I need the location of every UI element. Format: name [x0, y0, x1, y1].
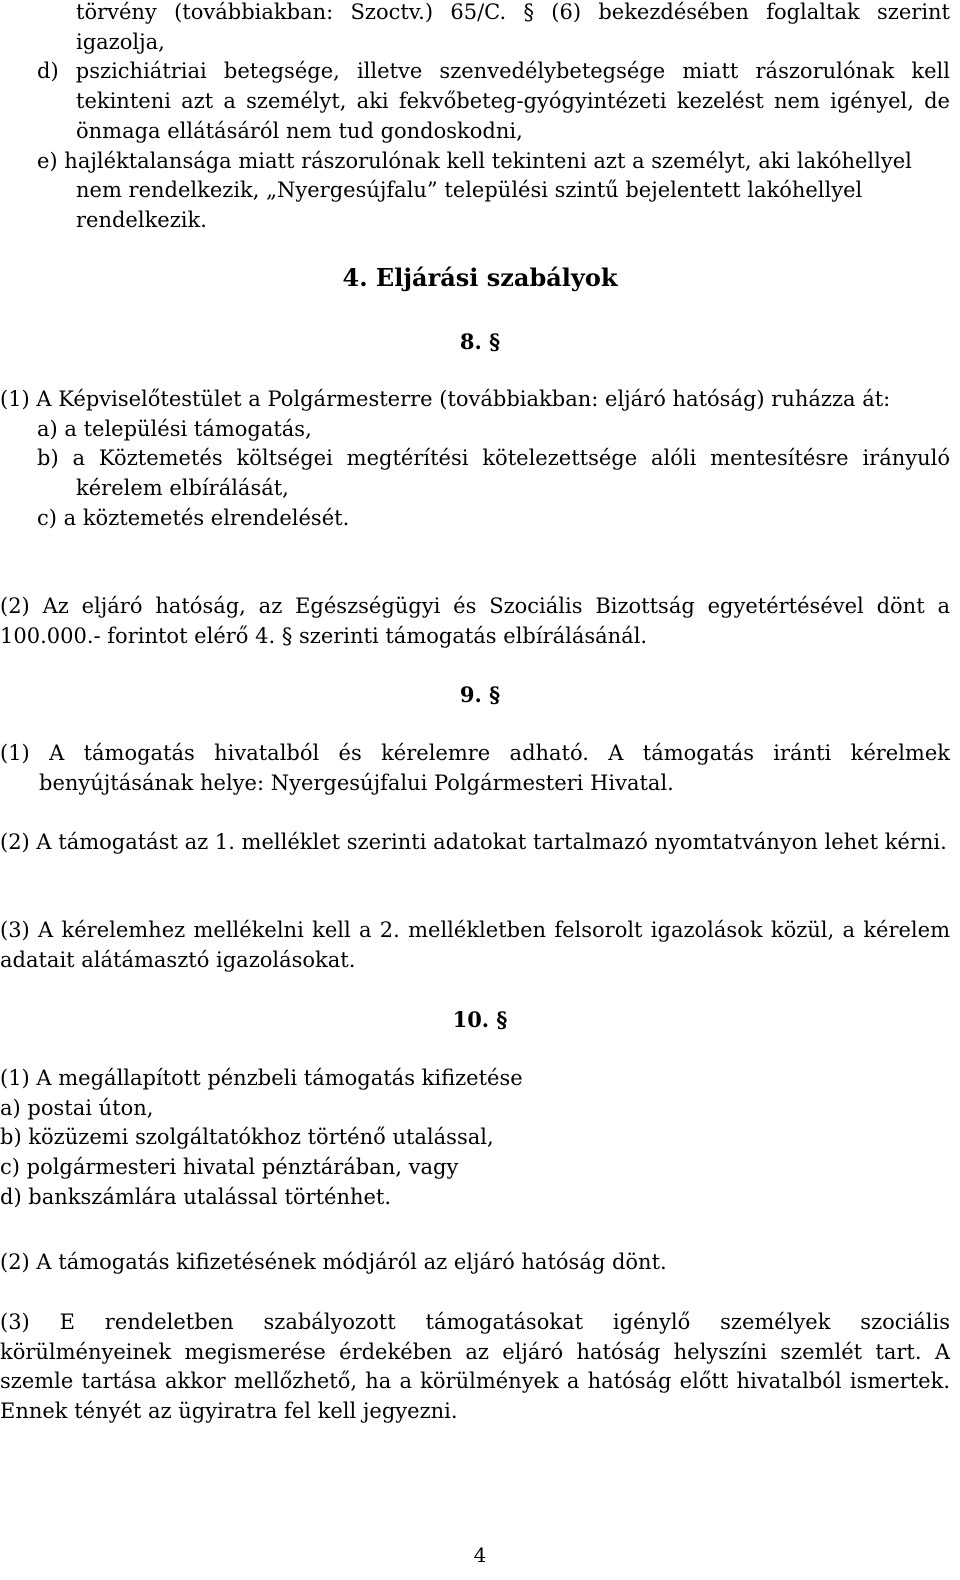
section-9-title: 9. §: [459, 682, 501, 707]
section-10-para-3-block: [0, 1308, 950, 1427]
section-10-item-b: b) közüzemi szolgáltatókhoz történő utalással,: [0, 1125, 494, 1150]
section-9-para-2-block: [0, 828, 950, 858]
section-10-item-a: a) postai úton,: [0, 1095, 154, 1120]
intro-continuation: törvény (továbbiakban: Szoctv.) 65/C. § (6) bekezdésében foglaltak szerint igazolja,: [76, 0, 950, 54]
section-9-para-3-block: [0, 916, 950, 975]
section-10-para-1: (1) A megállapított pénzbeli támogatás kifizetése: [0, 1066, 523, 1090]
section-9-para-1: (1) A támogatás hivatalból és kérelemre adható. A támogatás iránti kérelmek benyújtásának helye: Nyergesújfalui Polgármesteri Hivatal.: [0, 741, 950, 795]
section-9-para-2: (2) A támogatást az 1. melléklet szerinti adatokat tartalmazó nyomtatványon lehet kérni.: [0, 830, 947, 854]
section-10-para-3: (3) E rendeletben szabályozott támogatásokat igénylő személyek szociális körülményeinek megismerése érdekében az eljáró hatóság helyszíni szemlét tart. A szemle tartása akkor mellőzhető, ha a körülmények a hatóság előtt hivatalból ismertek. Ennek tényét az ügyiratra fel kell jegyezni.: [0, 1310, 950, 1424]
intro-block: [0, 0, 950, 236]
section-9-para-1-block: [0, 739, 950, 798]
section-8-para-2-block: [0, 592, 950, 651]
section-8-title: 8. §: [459, 329, 501, 354]
section-10-item-d: d) bankszámlára utalással történhet.: [0, 1184, 392, 1209]
item-e: e) hajléktalansága miatt rászorulónak kell tekinteni azt a személyt, aki lakóhellyel nem rendelkezik, „Nyergesújfalu” települési szintű bejelentett lakóhellyel rendelkezik.: [37, 148, 912, 232]
section-10-para-2: (2) A támogatás kifizetésének módjáról az eljáró hatóság dönt.: [0, 1250, 667, 1274]
section-8-para-1: (1) A Képviselőtestület a Polgármesterre (továbbiakban: eljáró hatóság) ruházza át:: [0, 387, 891, 411]
section-9-para-3: (3) A kérelemhez mellékelni kell a 2. mellékletben felsorolt igazolások közül, a kérelem adatait alátámasztó igazolásokat.: [0, 918, 950, 972]
section-10-title: 10. §: [452, 1007, 508, 1032]
section-8-item-b: b) a Köztemetés költségei megtérítési kötelezettsége alóli mentesítésre irányuló kérelem elbírálását,: [37, 446, 950, 501]
item-d: d) pszichiátriai betegsége, illetve szenvedélybetegsége miatt rászorulónak kell tekinteni azt a személyt, aki fekvőbeteg-gyógyintézeti kezelést nem igényel, de önmaga ellátásáról nem tud gondoskodni,: [37, 59, 950, 143]
page-number: 4: [473, 1543, 487, 1567]
section-8-item-a: a) a települési támogatás,: [37, 416, 312, 441]
section-10-body: [0, 1064, 950, 1213]
chapter-title: 4. Eljárási szabályok: [342, 263, 618, 292]
section-8-para-2: (2) Az eljáró hatóság, az Egészségügyi és Szociális Bizottság egyetértésével dönt a 100.000.- forintot elérő 4. § szerinti támogatás elbírálásánál.: [0, 594, 950, 648]
section-10-item-c: c) polgármesteri hivatal pénztárában, vagy: [0, 1155, 459, 1180]
section-10-para-2-block: [0, 1248, 950, 1278]
section-8-body: [0, 385, 950, 534]
section-8-item-c: c) a köztemetés elrendelését.: [37, 505, 350, 530]
